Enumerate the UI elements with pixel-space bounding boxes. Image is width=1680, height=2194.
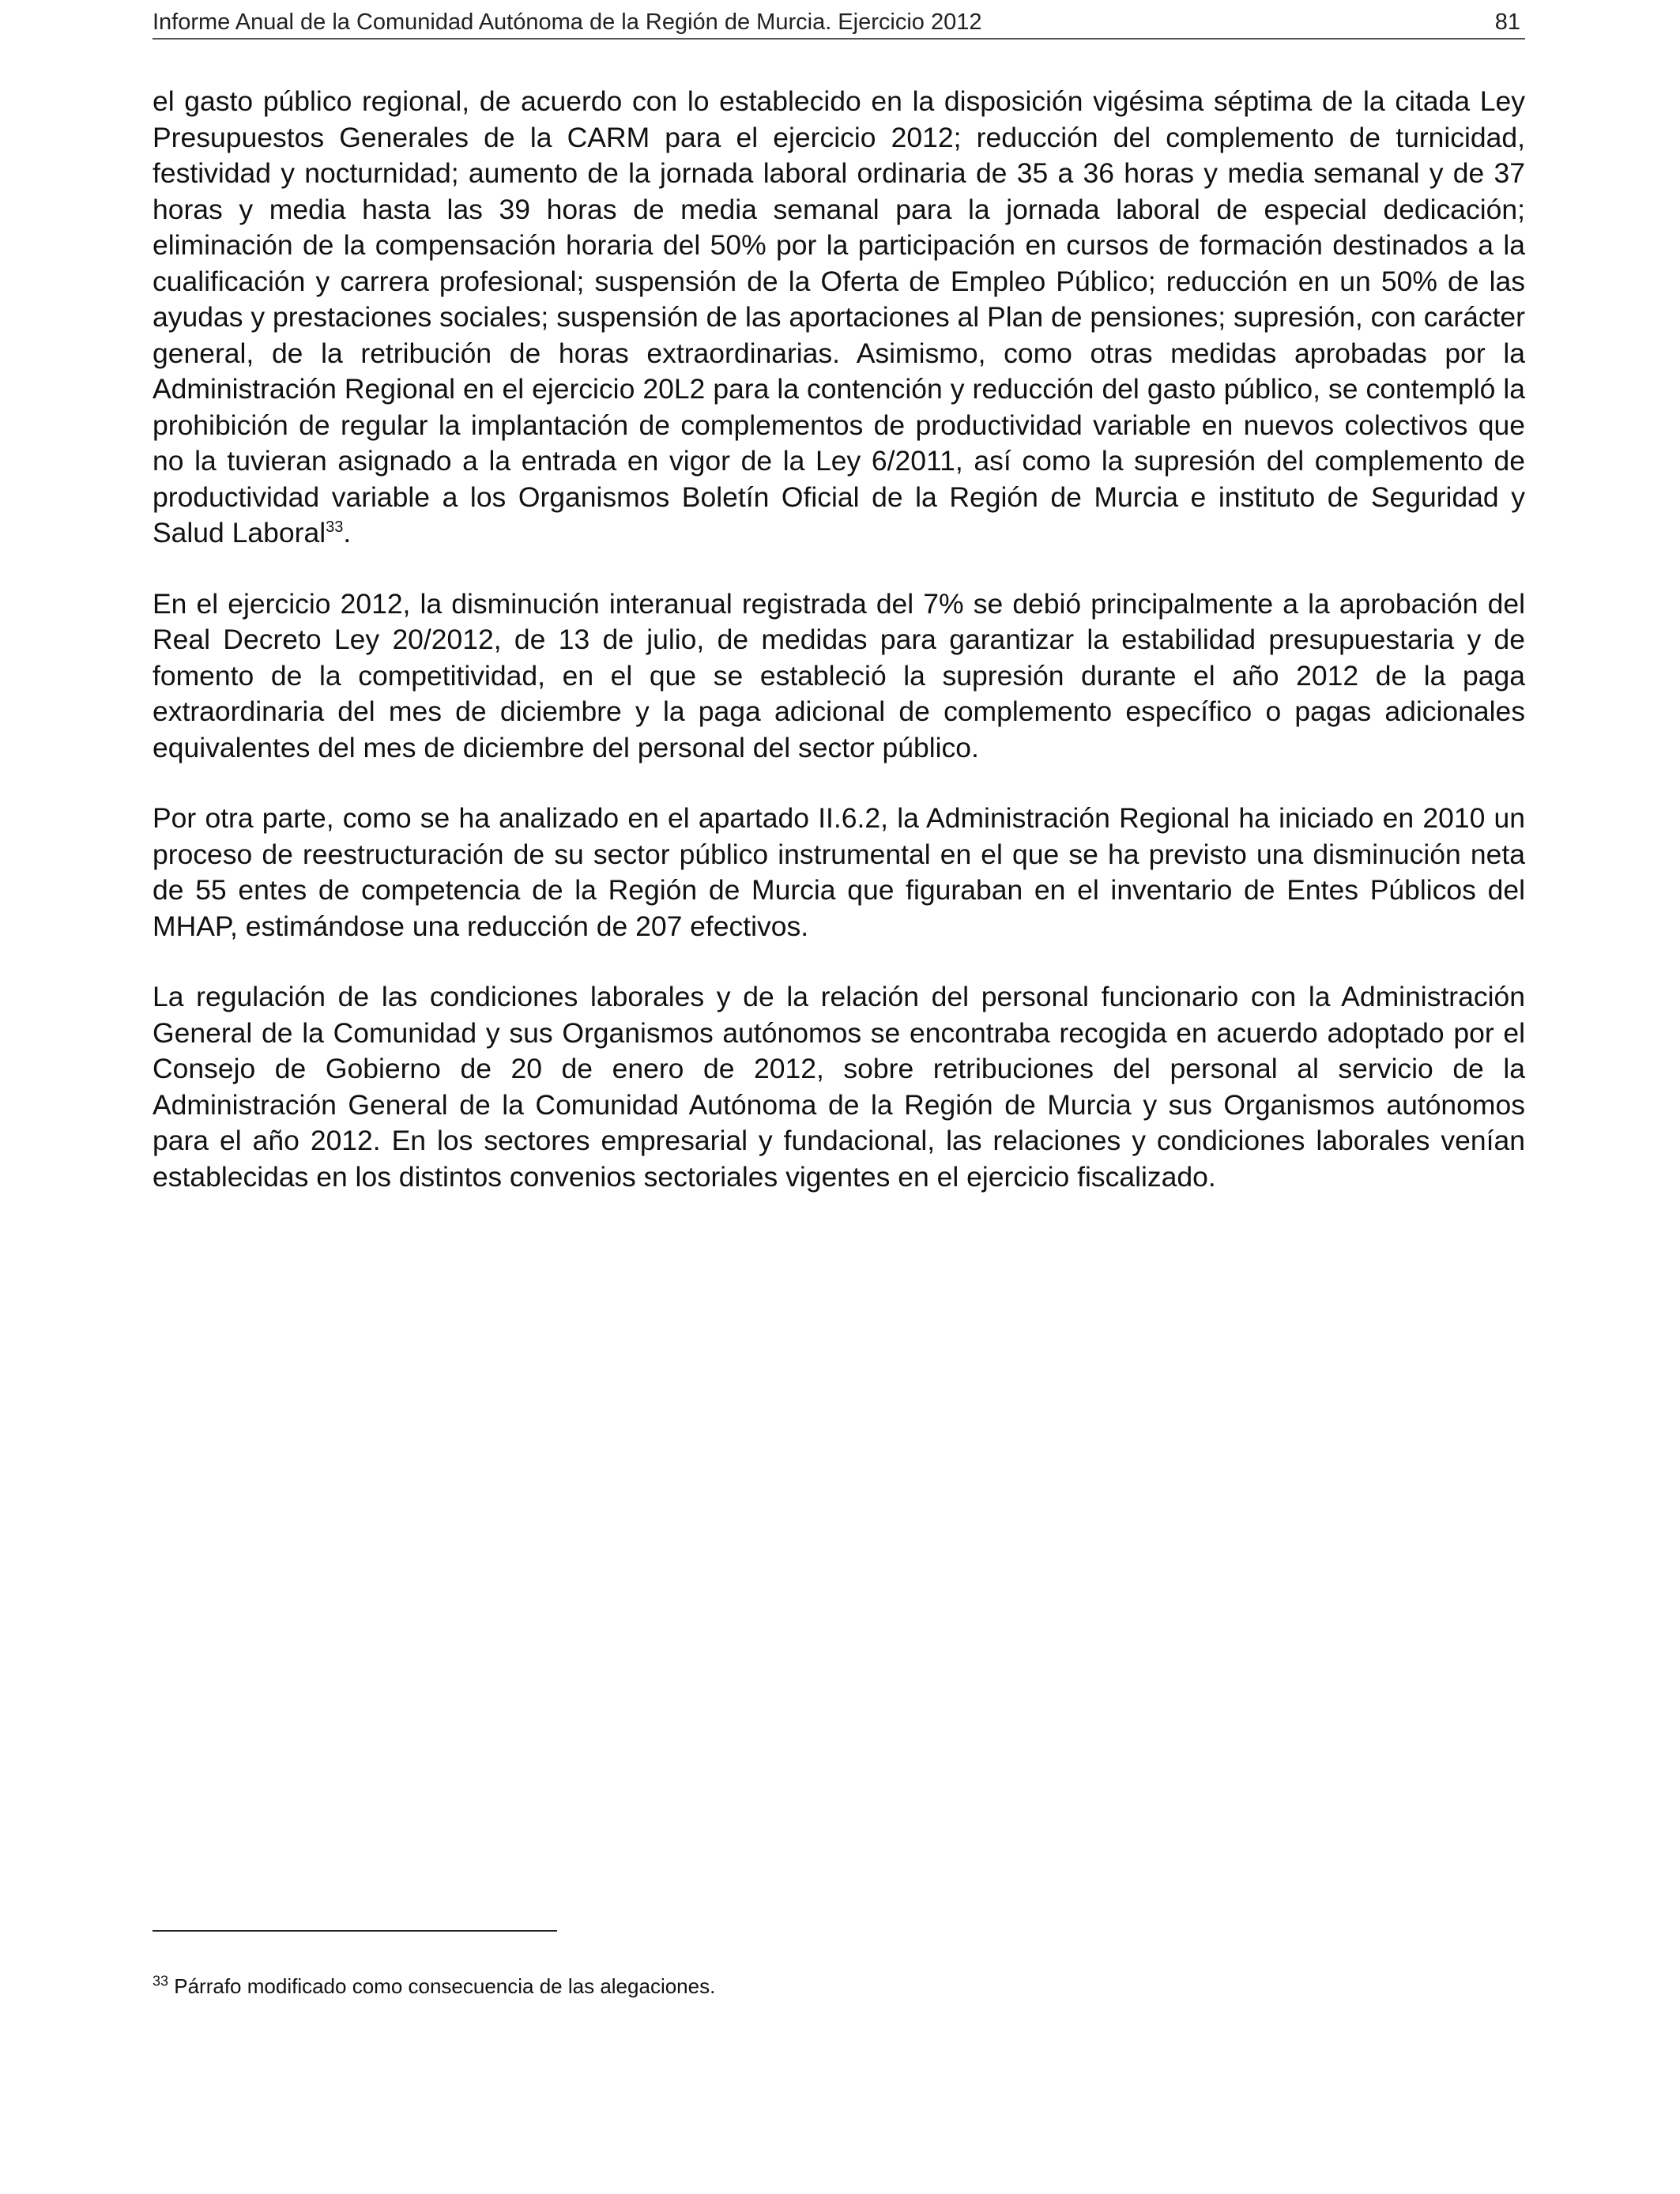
body-text [153, 84, 1525, 1230]
page-number: 81 [1494, 9, 1520, 35]
paragraph-1-tail: . [343, 517, 352, 548]
footnote-reference: 33 [326, 518, 344, 537]
paragraph-1-text: el gasto público regional, de acuerdo con lo establecido en la disposición vigésima séptima de la citada Ley Presupuestos Generales de la CARM para el ejercicio 2012; reducción del complemento de turnicidad, festividad y nocturnidad; aumento de la jornada laboral ordinaria de 35 a 36 horas y media semanal y de 37 horas y media hasta las 39 horas de media semanal para la jornada laboral de especial dedicación; eliminación de la compensación horaria del 50% por la participación en cursos de formación destinados a la cualificación y carrera profesional; suspensión de la Oferta de Empleo Público; reducción en un 50% de las ayudas y prestaciones sociales; suspensión de las aportaciones al Plan de pensiones; supresión, con carácter general, de la retribución de horas extraordinarias. Asimismo, como otras medidas aprobadas por la Administración Regional en el ejercicio 20L2 para la contención y reducción del gasto público, se contempló la prohibición de regular la implantación de complementos de productividad variable en nuevos colectivos que no la tuvieran asignado a la entrada en vigor de la Ley 6/2011, así como la supresión del complemento de productividad variable a los Organismos Boletín Oficial de la Región de Murcia e instituto de Seguridad y Salud Laboral [153, 85, 1525, 548]
footnote-text: Párrafo modificado como consecuencia de las alegaciones. [168, 1974, 716, 1998]
footnote [153, 1973, 1525, 2000]
paragraph-3: Por otra parte, como se ha analizado en el apartado II.6.2, la Administración Regional ha iniciado en 2010 un proceso de reestructuración de su sector público instrumental en el que se ha previsto una disminución neta de 55 entes de competencia de la Región de Murcia que figuraban en el inventario de Entes Públicos del MHAP, estimándose una reducción de 207 efectivos. [153, 802, 1525, 942]
paragraph-2: En el ejercicio 2012, la disminución interanual registrada del 7% se debió principalmente a la aprobación del Real Decreto Ley 20/2012, de 13 de julio, de medidas para garantizar la estabilidad presupuestaria y de fomento de la competitividad, en el que se estableció la supresión durante el año 2012 de la paga extraordinaria del mes de diciembre y la paga adicional de complemento específico o pagas adicionales equivalentes del mes de diciembre del personal del sector público. [153, 587, 1525, 763]
paragraph-1 [153, 84, 1525, 552]
document-title: Informe Anual de la Comunidad Autónoma de la Región de Murcia. Ejercicio 2012 [153, 9, 982, 35]
footnote-number: 33 [153, 1973, 169, 1989]
paragraph-4: La regulación de las condiciones laborales y de la relación del personal funcionario con la Administración General de la Comunidad y sus Organismos autónomos se encontraba recogida en acuerdo adoptado por el Consejo de Gobierno de 20 de enero de 2012, sobre retribuciones del personal al servicio de la Administración General de la Comunidad Autónoma de la Región de Murcia y sus Organismos autónomos para el año 2012. En los sectores empresarial y fundacional, las relaciones y condiciones laborales venían establecidas en los distintos convenios sectoriales vigentes en el ejercicio fiscalizado. [153, 981, 1525, 1193]
page-header [153, 6, 1525, 40]
footnote-separator [153, 1930, 557, 1932]
